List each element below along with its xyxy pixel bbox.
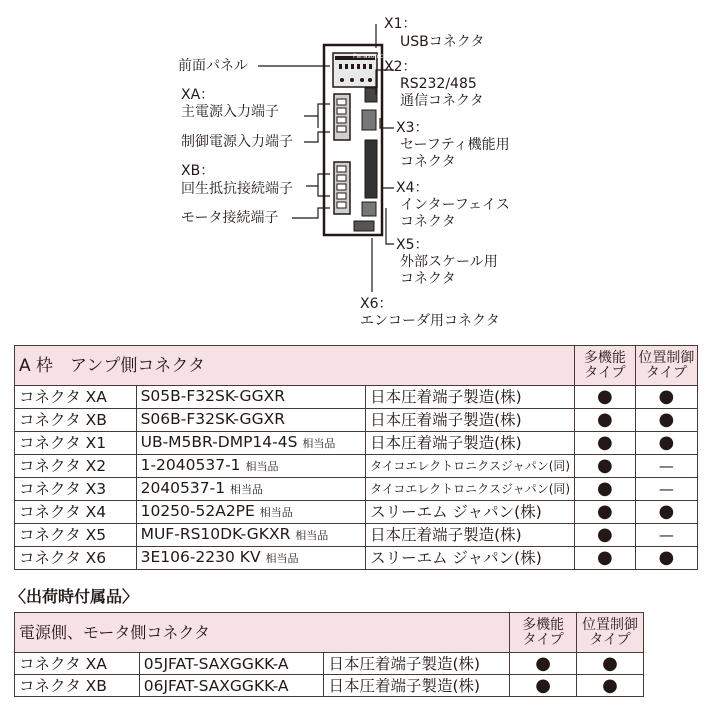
position-type-mark: ●	[635, 547, 697, 570]
table2-header: 電源側、モータ側コネクタ	[15, 613, 510, 653]
label-x5-desc2: コネクタ	[400, 271, 456, 287]
table-row	[15, 501, 698, 524]
table-row	[15, 455, 698, 478]
manufacturer: タイコエレクトロニクスジャパン(同)	[366, 455, 575, 478]
position-type-mark: ●	[577, 675, 644, 697]
table-row	[15, 386, 698, 409]
label-x4-desc2: コネクタ	[400, 214, 456, 230]
position-type-mark: —	[635, 524, 697, 547]
manufacturer: タイコエレクトロニクスジャパン(同)	[366, 478, 575, 501]
table2-col-multi: 多機能 タイプ	[510, 613, 577, 653]
label-x6: X6：	[360, 296, 393, 312]
amplifier-diagram	[0, 0, 712, 335]
label-x3: X3：	[396, 120, 429, 136]
connector-name: コネクタ XB	[15, 675, 140, 697]
label-x6-desc: エンコーダ用コネクタ	[360, 313, 500, 329]
part-number: 1-2040537-1 相当品	[136, 455, 365, 478]
label-control-power: 制御電源入力端子	[181, 134, 293, 150]
label-x1: X1：	[384, 16, 417, 32]
table1-col-position: 位置制御 タイプ	[635, 346, 697, 386]
table-row	[15, 675, 644, 697]
position-type-mark: ●	[577, 653, 644, 675]
manufacturer: 日本圧着端子製造(株)	[324, 675, 510, 697]
part-number: 05JFAT-SAXGGKK-A	[139, 653, 324, 675]
position-type-mark: ●	[635, 386, 697, 409]
part-number: UB-M5BR-DMP14-4S 相当品	[136, 432, 365, 455]
connector-name: コネクタ X4	[15, 501, 137, 524]
table-row	[15, 478, 698, 501]
position-type-mark: ●	[635, 409, 697, 432]
multi-type-mark: ●	[510, 675, 577, 697]
label-x2-desc2: 通信コネクタ	[400, 93, 484, 109]
connector-name: コネクタ X6	[15, 547, 137, 570]
connector-name: コネクタ X3	[15, 478, 137, 501]
brand-logo: Panasonic	[353, 53, 384, 60]
part-number: S05B-F32SK-GGXR	[136, 386, 365, 409]
manufacturer: 日本圧着端子製造(株)	[366, 524, 575, 547]
manufacturer: 日本圧着端子製造(株)	[366, 386, 575, 409]
amplifier-illustration	[0, 0, 712, 335]
table2-col-position: 位置制御 タイプ	[577, 613, 644, 653]
multi-type-mark: ●	[575, 501, 636, 524]
label-x4: X4：	[396, 180, 429, 196]
connector-name: コネクタ XB	[15, 409, 137, 432]
accessory-connector-table	[14, 612, 644, 697]
connector-name: コネクタ XA	[15, 386, 137, 409]
part-number: 2040537-1 相当品	[136, 478, 365, 501]
manufacturer: 日本圧着端子製造(株)	[366, 409, 575, 432]
label-x3-desc2: コネクタ	[400, 154, 456, 170]
manufacturer: スリーエム ジャパン(株)	[366, 547, 575, 570]
label-x5: X5：	[396, 237, 429, 253]
multi-type-mark: ●	[575, 547, 636, 570]
table-row	[15, 547, 698, 570]
label-x5-desc: 外部スケール用	[400, 254, 498, 270]
part-number: 3E106-2230 KV 相当品	[136, 547, 365, 570]
multi-type-mark: ●	[575, 409, 636, 432]
table-row	[15, 409, 698, 432]
connector-name: コネクタ X1	[15, 432, 137, 455]
table1-col-multi: 多機能 タイプ	[575, 346, 636, 386]
table1-header: A 枠 アンプ側コネクタ	[15, 346, 575, 386]
part-number: 10250-52A2PE 相当品	[136, 501, 365, 524]
multi-type-mark: ●	[510, 653, 577, 675]
label-xa-desc: 主電源入力端子	[181, 104, 279, 120]
label-front-panel: 前面パネル	[178, 58, 248, 74]
multi-type-mark: ●	[575, 524, 636, 547]
label-xb: XB：	[181, 163, 215, 179]
label-x4-desc: インターフェイス	[400, 197, 510, 213]
manufacturer: 日本圧着端子製造(株)	[366, 432, 575, 455]
part-number: 06JFAT-SAXGGKK-A	[139, 675, 324, 697]
position-type-mark: —	[635, 478, 697, 501]
label-x2: X2：	[384, 59, 417, 75]
manufacturer: スリーエム ジャパン(株)	[366, 501, 575, 524]
accessories-title: 〈出荷時付属品〉	[10, 587, 139, 606]
multi-type-mark: ●	[575, 478, 636, 501]
label-x3-desc: セーフティ機能用	[400, 137, 510, 153]
label-x2-desc: RS232/485	[400, 76, 477, 92]
position-type-mark: —	[635, 455, 697, 478]
position-type-mark: ●	[635, 432, 697, 455]
connector-name: コネクタ X5	[15, 524, 137, 547]
amp-connector-table	[14, 345, 698, 570]
table-row	[15, 653, 644, 675]
connector-name: コネクタ X2	[15, 455, 137, 478]
label-motor-terminal: モータ接続端子	[181, 210, 279, 226]
manufacturer: 日本圧着端子製造(株)	[324, 653, 510, 675]
table-row	[15, 524, 698, 547]
part-number: S06B-F32SK-GGXR	[136, 409, 365, 432]
label-xa: XA：	[181, 87, 215, 103]
connector-name: コネクタ XA	[15, 653, 140, 675]
part-number: MUF-RS10DK-GKXR 相当品	[136, 524, 365, 547]
multi-type-mark: ●	[575, 432, 636, 455]
label-x1-desc: USBコネクタ	[400, 34, 485, 50]
position-type-mark: ●	[635, 501, 697, 524]
multi-type-mark: ●	[575, 386, 636, 409]
table-row	[15, 432, 698, 455]
label-xb-desc: 回生抵抗接続端子	[181, 181, 293, 197]
multi-type-mark: ●	[575, 455, 636, 478]
